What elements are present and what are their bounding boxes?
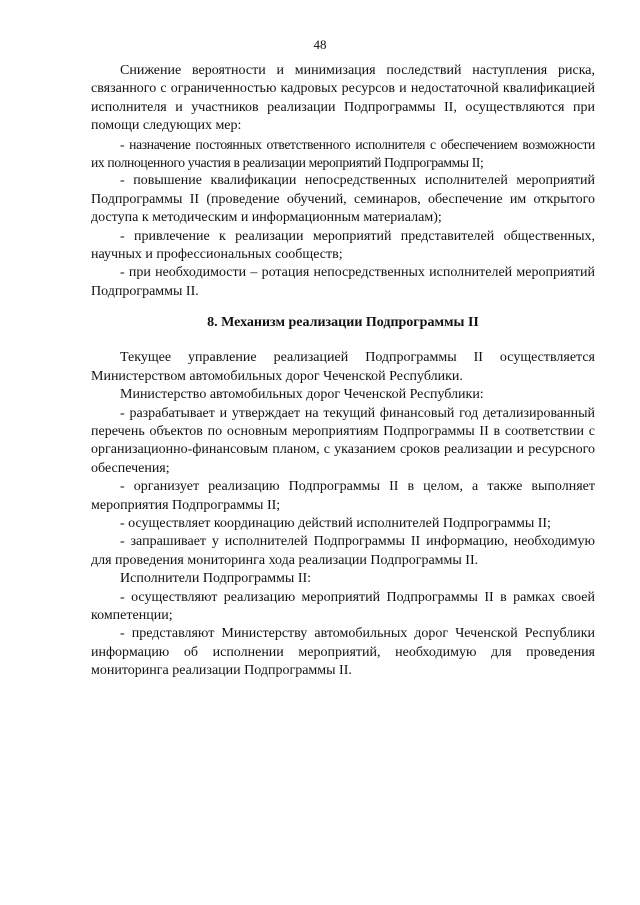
paragraph: Снижение вероятности и минимизация последствий наступления риска, связанного с ограниченностью кадровых ресурсов и недостаточной квалификацией исполнителя и участников реализации Подпрограммы II, осуществляются при помощи следующих мер: [91,63,595,134]
mechanism-section [91,349,595,680]
list-item: - назначение постоянных ответственного исполнителя с обеспечением возможности их полноценного участия в реализации мероприятий Подпрограммы II; [91,136,595,171]
list-item: - запрашивает у исполнителей Подпрограммы II информацию, необходимую для проведения мониторинга хода реализации Подпрограммы II. [91,534,595,568]
paragraph: Текущее управление реализацией Подпрограммы II осуществляется Министерством автомобильных дорог Чеченской Республики. [91,350,595,384]
document-body [91,62,595,681]
list-item: - повышение квалификации непосредственных исполнителей мероприятий Подпрограммы II (проведение обучений, семинаров, обеспечение им открытого доступа к методическим и информационным материалам); [91,173,595,226]
list-item: - осуществляет координацию действий исполнителей Подпрограммы II; [120,515,551,531]
list-item: - организует реализацию Подпрограммы II в целом, а также выполняет мероприятия Подпрограммы II; [91,479,595,513]
page-number: 48 [313,37,327,52]
list-item: - осуществляют реализацию мероприятий Подпрограммы II в рамках своей компетенции; [91,589,595,623]
list-item: - при необходимости – ротация непосредственных исполнителей мероприятий Подпрограммы II. [91,265,595,299]
paragraph: Исполнители Подпрограммы II: [120,571,312,587]
risk-mitigation-section [91,62,595,301]
paragraph: Министерство автомобильных дорог Чеченской Республики: [120,387,484,403]
list-item: - привлечение к реализации мероприятий представителей общественных, научных и профессиональных сообществ; [91,228,595,263]
list-item: - разрабатывает и утверждает на текущий финансовый год детализированный перечень объектов по основным мероприятиям Подпрограммы II в соответствии с организационно-финансовым планом, с указанием сроков реализации и ресурсного обеспечения; [91,405,595,476]
section-heading: 8. Механизм реализации Подпрограммы II [207,315,479,331]
list-item: - представляют Министерству автомобильных дорог Чеченской Республики информацию об исполнении мероприятий, необходимую для проведения мониторинга реализации Подпрограммы II. [91,626,595,679]
